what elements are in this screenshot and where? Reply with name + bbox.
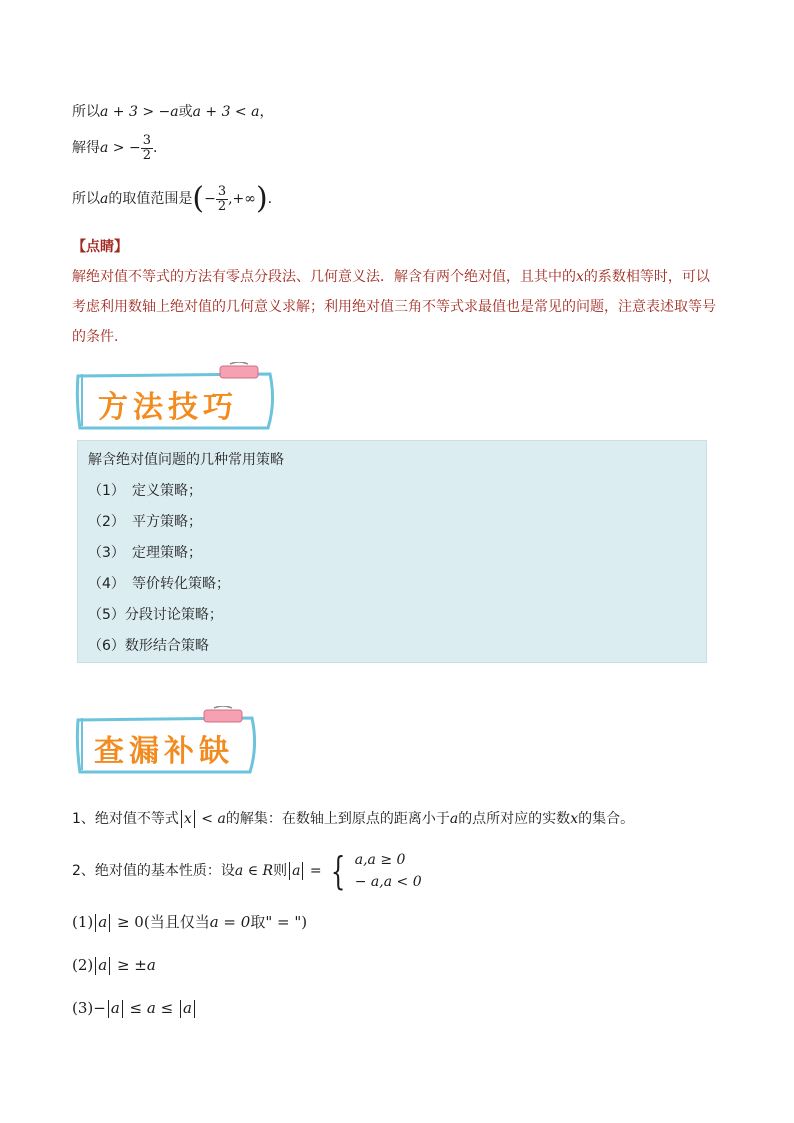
math-expr: a = 0 (209, 913, 251, 931)
item-text: 分段讨论策略； (124, 607, 223, 623)
strategy-item (88, 569, 706, 600)
math-var: x (576, 269, 584, 285)
fraction-denominator: 2 (217, 198, 227, 214)
property-3 (72, 998, 197, 1018)
left-paren: ( (192, 181, 205, 216)
item-number: （3） (88, 545, 125, 561)
abs-bar (181, 810, 182, 828)
strategy-item (88, 631, 706, 662)
text: 的取值范围是 (108, 191, 193, 207)
right-paren: ) (255, 181, 268, 216)
piecewise-cases (355, 849, 422, 893)
fraction (216, 185, 228, 214)
text: 所以 (72, 104, 100, 120)
fraction-denominator: 2 (142, 147, 151, 163)
solution-line-2 (72, 131, 157, 165)
fraction (141, 134, 153, 163)
strategy-box (77, 440, 707, 663)
method-badge-title: 方法技巧 (98, 390, 238, 425)
text: 解绝对值不等式的方法有零点分段法、几何意义法．解含有两个绝对值，且其中的 (72, 269, 576, 285)
method-badge (72, 362, 282, 434)
item-number: （4） (88, 576, 125, 592)
text: 的集合。 (578, 811, 635, 827)
item-number: (3) (72, 999, 94, 1017)
text: 则 (273, 863, 288, 879)
math-var: x (183, 811, 192, 827)
math-op: ∈ (243, 863, 263, 879)
text: ， (259, 104, 274, 120)
item-text: 定义策略； (132, 483, 202, 499)
abs-bar (302, 862, 303, 880)
math-op: ≥ ± (112, 956, 147, 974)
text: 2、绝对值的基本性质：设 (72, 863, 235, 879)
math-expr: a + 3 < a (192, 104, 260, 120)
text: . (267, 191, 273, 207)
case-1: a,a ≥ 0 (354, 852, 406, 868)
dianjing-header: 【点睛】 (72, 239, 128, 255)
item-text: 定理策略； (132, 545, 202, 561)
item-text: 等价转化策略； (132, 576, 230, 592)
math-var: a (98, 913, 108, 931)
solution-line-1 (72, 102, 273, 122)
math-var: a (146, 956, 156, 974)
item-number: (1) (72, 913, 94, 931)
math-var: a (100, 191, 109, 207)
abs-bar (180, 1000, 181, 1018)
math-op: ≥ 0 (112, 913, 144, 931)
math-var: a (217, 811, 226, 827)
dianjing-block (72, 232, 732, 352)
text: 或 (178, 104, 193, 120)
abs-bar (108, 1000, 109, 1018)
abs-bar (95, 914, 96, 932)
math-var: a (449, 811, 459, 827)
property-2 (72, 955, 156, 975)
review-item-2 (72, 849, 422, 893)
item-number: （6） (88, 638, 125, 654)
review-item-1 (72, 809, 634, 829)
item-number: （2） (88, 514, 125, 530)
text: 取" = ") (250, 913, 308, 931)
left-brace: { (330, 849, 346, 893)
abs-bar (109, 957, 110, 975)
math-var: a (110, 999, 120, 1017)
item-number: （5） (88, 607, 125, 623)
math-var: a (234, 863, 244, 879)
text: 所以 (72, 191, 100, 207)
math-var: a (146, 999, 156, 1017)
abs-bar (109, 914, 110, 932)
item-text: 数形结合策略 (124, 638, 209, 654)
math-op: = (305, 863, 322, 879)
strategy-item (88, 476, 706, 507)
strategy-box-title: 解含绝对值问题的几种常用策略 (88, 452, 284, 468)
abs-bar (194, 1000, 195, 1018)
strategy-item (88, 507, 706, 538)
review-badge (72, 706, 262, 778)
fraction-numerator: 3 (217, 183, 227, 199)
text: 解得 (72, 140, 100, 156)
dianjing-line-2: 考虑利用数轴上绝对值的几何意义求解；利用绝对值三角不等式求最值也是常见的问题，注意表述取等号 (72, 299, 716, 315)
item-text: 平方策略； (132, 514, 202, 530)
math-expr: − (204, 191, 216, 207)
abs-bar (194, 810, 195, 828)
strategy-item (88, 600, 706, 631)
case-2: − a,a < 0 (354, 874, 422, 890)
math-var: R (262, 863, 274, 879)
math-var: x (570, 811, 579, 827)
text: . (153, 140, 158, 156)
review-badge-title: 查漏补缺 (94, 734, 234, 769)
math-var: a (292, 863, 301, 879)
property-1 (72, 912, 307, 932)
math-var: a (182, 999, 192, 1017)
text: 的点所对应的实数 (458, 811, 571, 827)
text: 的解集：在数轴上到原点的距离小于 (225, 811, 450, 827)
math-expr: a > − (100, 140, 141, 156)
dianjing-line-3: 的条件. (72, 329, 119, 345)
text: 的系数相等时，可以 (583, 269, 710, 285)
abs-bar (122, 1000, 123, 1018)
math-op: ≤ (155, 999, 178, 1017)
math-op: − (93, 999, 106, 1017)
abs-bar (95, 957, 96, 975)
solution-line-3 (72, 182, 272, 216)
abs-bar (289, 862, 290, 880)
text: 1、绝对值不等式 (72, 811, 179, 827)
math-expr: ,+∞ (228, 191, 256, 207)
text: (当且仅当 (143, 913, 210, 931)
math-op: ≤ (124, 999, 147, 1017)
math-op: < (196, 811, 218, 827)
math-expr: a + 3 > −a (100, 104, 179, 120)
item-number: （1） (88, 483, 125, 499)
dianjing-line-1 (72, 262, 732, 292)
math-var: a (98, 956, 108, 974)
strategy-item (88, 538, 706, 569)
item-number: (2) (72, 956, 94, 974)
fraction-numerator: 3 (142, 132, 151, 148)
